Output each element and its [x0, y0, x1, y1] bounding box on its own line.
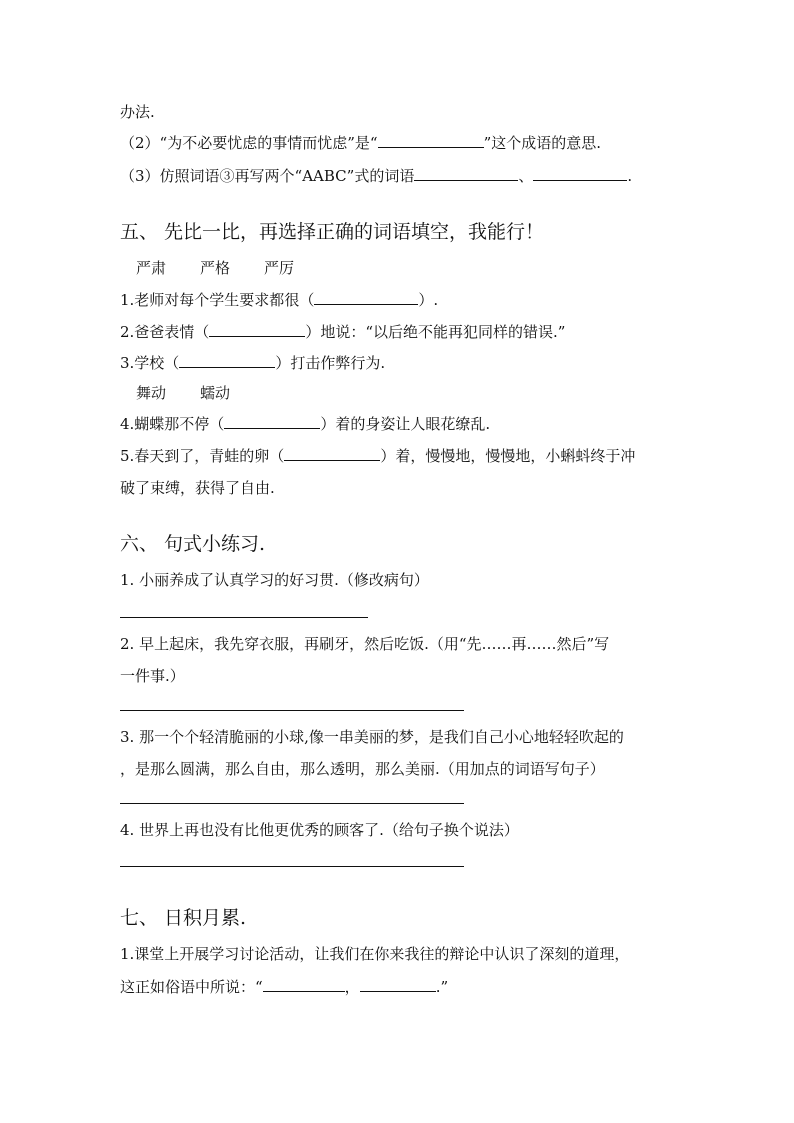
answer-blank[interactable]: [263, 976, 345, 992]
s6-q3: 3. 那一个个轻清脆丽的小球,像一串美丽的梦，是我们自己小心地轻轻吹起的: [120, 728, 624, 746]
s4-q2: （2）“为不必要忧虑的事情而忧虑”是“ ”这个成语的意思.: [120, 134, 601, 152]
word-choices-1: [136, 257, 328, 279]
answer-line[interactable]: [120, 617, 368, 618]
s6-q3-cont: ，是那么圆满，那么自由，那么透明，那么美丽.（用加点的词语写句子）: [120, 760, 605, 778]
s7-q1-cont: 这正如俗语中所说：“ ， .”: [120, 978, 449, 996]
word-choice: 严格: [200, 259, 231, 277]
s5-q3: 3.学校（ ）打击作弊行为.: [120, 354, 386, 372]
s5-q2: 2.爸爸表情（ ）地说：“以后绝不能再犯同样的错误.”: [120, 323, 566, 341]
s6-q2: 2. 早上起床，我先穿衣服，再刷牙，然后吃饭.（用“先……再……然后”写: [120, 635, 610, 653]
s6-q1: 1. 小丽养成了认真学习的好习贯.（修改病句）: [120, 571, 429, 589]
s5-q5-cont: 破了束缚，获得了自由.: [120, 479, 275, 497]
answer-line[interactable]: [120, 866, 464, 867]
answer-blank[interactable]: [414, 165, 518, 181]
answer-blank[interactable]: [360, 976, 436, 992]
section-6-title: 六、 句式小练习.: [120, 533, 266, 555]
s5-q4: 4.蝴蝶那不停（ ）着的身姿让人眼花缭乱.: [120, 415, 491, 433]
answer-blank[interactable]: [224, 413, 320, 429]
s7-q1: 1.课堂上开展学习讨论活动，让我们在你来我往的辩论中认识了深刻的道理，: [120, 945, 630, 963]
s4-q3: （3）仿照词语③再写两个“AABC”式的词语 、 .: [120, 167, 633, 185]
answer-blank[interactable]: [533, 165, 627, 181]
word-choice: 严肃: [136, 259, 167, 277]
word-choice: 舞动: [136, 384, 167, 402]
answer-blank[interactable]: [314, 289, 418, 305]
s4-line0: 办法.: [120, 103, 155, 121]
word-choice: 严厉: [264, 259, 295, 277]
s5-q1: 1.老师对每个学生要求都很（ ）.: [120, 291, 439, 309]
s6-q4: 4. 世界上再也没有比他更优秀的顾客了.（给句子换个说法）: [120, 821, 519, 839]
answer-line[interactable]: [120, 803, 464, 804]
answer-blank[interactable]: [378, 132, 484, 148]
answer-blank[interactable]: [209, 321, 305, 337]
answer-blank[interactable]: [284, 445, 380, 461]
word-choices-2: [136, 382, 264, 404]
section-5-title: 五、 先比一比，再选择正确的词语填空，我能行！: [120, 221, 545, 243]
word-choice: 蠕动: [200, 384, 231, 402]
s5-q5: 5.春天到了，青蛙的卵（ ）着，慢慢地，慢慢地，小蝌蚪终于冲: [120, 447, 636, 465]
section-7-title: 七、 日积月累.: [120, 907, 247, 929]
answer-line[interactable]: [120, 710, 464, 711]
s6-q2-cont: 一件事.）: [120, 667, 185, 685]
answer-blank[interactable]: [179, 352, 275, 368]
